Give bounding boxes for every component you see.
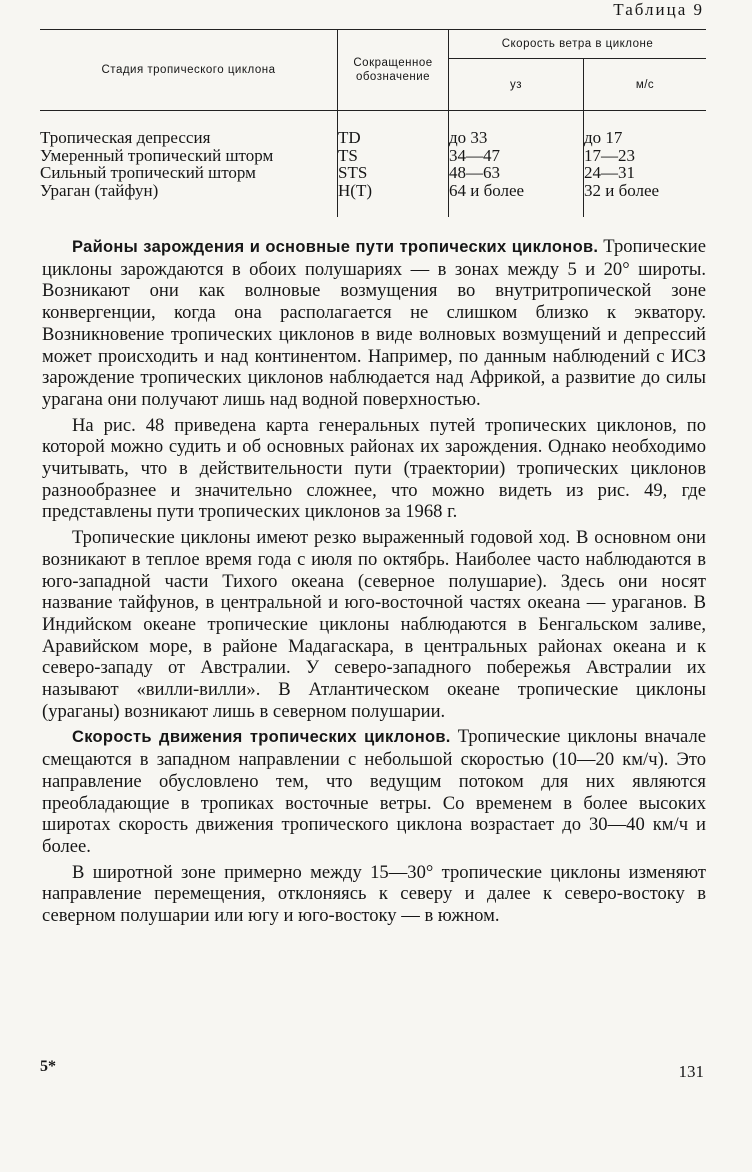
header-meters-per-second: м/с <box>584 59 707 111</box>
paragraph-text: Тропические циклоны имеют резко выраженный годовой ход. В основном они возникают в теплое время года с июля по октябрь. Наиболее часто наблюдаются в юго-западной части Тихого океана (северное полушарие). Здесь они носят название тайфунов, в центральной и юго-восточной частях океана — ураганов. В Индийском океане тропические циклоны наблюдаются в Бенгальском заливе, Аравийском море, в районе Мадагаскара, в центральных районах океана и к северо-западу от Австралии. У северо-западного побережья Австралии их называют «вилли-вилли». В Атлантическом океане тропические циклоны (ураганы) возникают лишь в северном полушарии. <box>42 527 706 722</box>
cell-knots: 48—63 <box>449 164 584 182</box>
cell-abbr: TD <box>338 111 449 147</box>
page-number: 131 <box>678 1062 704 1081</box>
header-abbr-line2: обозначение <box>355 71 431 83</box>
cell-abbr: H(T) <box>338 182 449 218</box>
table-row <box>40 147 706 165</box>
table-row <box>40 111 706 147</box>
cell-stage: Ураган (тайфун) <box>40 182 338 218</box>
paragraph-text: На рис. 48 приведена карта генеральных путей тропических циклонов, по которой можно судить и об основных районах их зарождения. Однако необходимо учитывать, что в действительности пути (траектории) тропических циклонов разнообразнее и значительно сложнее, что можно видеть из рис. 49, где представлены пути тропических циклонов за 1968 г. <box>42 414 706 523</box>
paragraph <box>42 862 706 927</box>
paragraph <box>42 527 706 722</box>
header-abbreviation <box>338 30 449 111</box>
cell-ms: 32 и более <box>584 180 660 200</box>
header-wind-speed: Скорость ветра в циклоне <box>449 30 707 59</box>
wind-speed-table <box>40 29 706 217</box>
cell-abbr: TS <box>338 147 449 165</box>
table-row <box>40 182 706 218</box>
table-row <box>40 164 706 182</box>
table-caption: Таблица 9 <box>613 0 704 19</box>
header-abbr-line1: Сокращенное <box>353 57 433 69</box>
paragraph <box>42 415 706 524</box>
cell-stage: Сильный тропический шторм <box>40 164 338 182</box>
cell-stage: Умеренный тропический шторм <box>40 147 338 165</box>
paragraph <box>42 236 706 411</box>
header-stage: Стадия тропического циклона <box>40 30 338 111</box>
paragraph-text: В широтной зоне примерно между 15—30° тропические циклоны изменяют направление перемещения, отклоняясь к северу и далее к северо-востоку в северном полушарии или югу и юго-востоку — в южном. <box>42 861 706 927</box>
cell-knots: 64 и более <box>449 182 584 218</box>
cell-ms: 17—23 <box>584 145 635 165</box>
cell-knots: 34—47 <box>449 147 584 165</box>
paragraph <box>42 726 706 857</box>
paragraph-text: Тропические циклоны зарождаются в обоих полушариях — в зонах между 5 и 20° широты. Возникают они как волновые возмущения во внутритропической зоне конвергенции, когда она располагается не слишком близко к экватору. Возникновение тропических циклонов в виде волновых возмущений и депрессий может происходить и над континентом. Например, по данным наблюдений с ИСЗ зарождение тропических циклонов наблюдается над Африкой, а развитие до силы урагана они получают лишь над водной поверхностью. <box>42 236 706 410</box>
paragraph-text: Тропические циклоны вначале смещаются в западном направлении с небольшой скоростью (10—20 км/ч). Это направление обусловлено тем, что ведущим потоком для них являются преобладающие в тропиках восточные ветры. Со временем в более высоких широтах скорость движения тропического циклона возрастает до 30—40 км/ч и более. <box>42 726 706 857</box>
section-heading: Скорость движения тропических циклонов. <box>72 728 451 747</box>
cell-knots: до 33 <box>449 111 584 147</box>
section-heading: Районы зарождения и основные пути тропических циклонов. <box>72 238 599 256</box>
cell-ms: до 17 <box>584 128 623 147</box>
body-text <box>42 236 706 927</box>
header-knots: уз <box>449 59 584 111</box>
cell-ms: 24—31 <box>584 163 635 182</box>
cell-stage: Тропическая депрессия <box>40 111 338 147</box>
cell-abbr: STS <box>338 164 449 182</box>
printer-signature: 5* <box>40 1058 56 1075</box>
